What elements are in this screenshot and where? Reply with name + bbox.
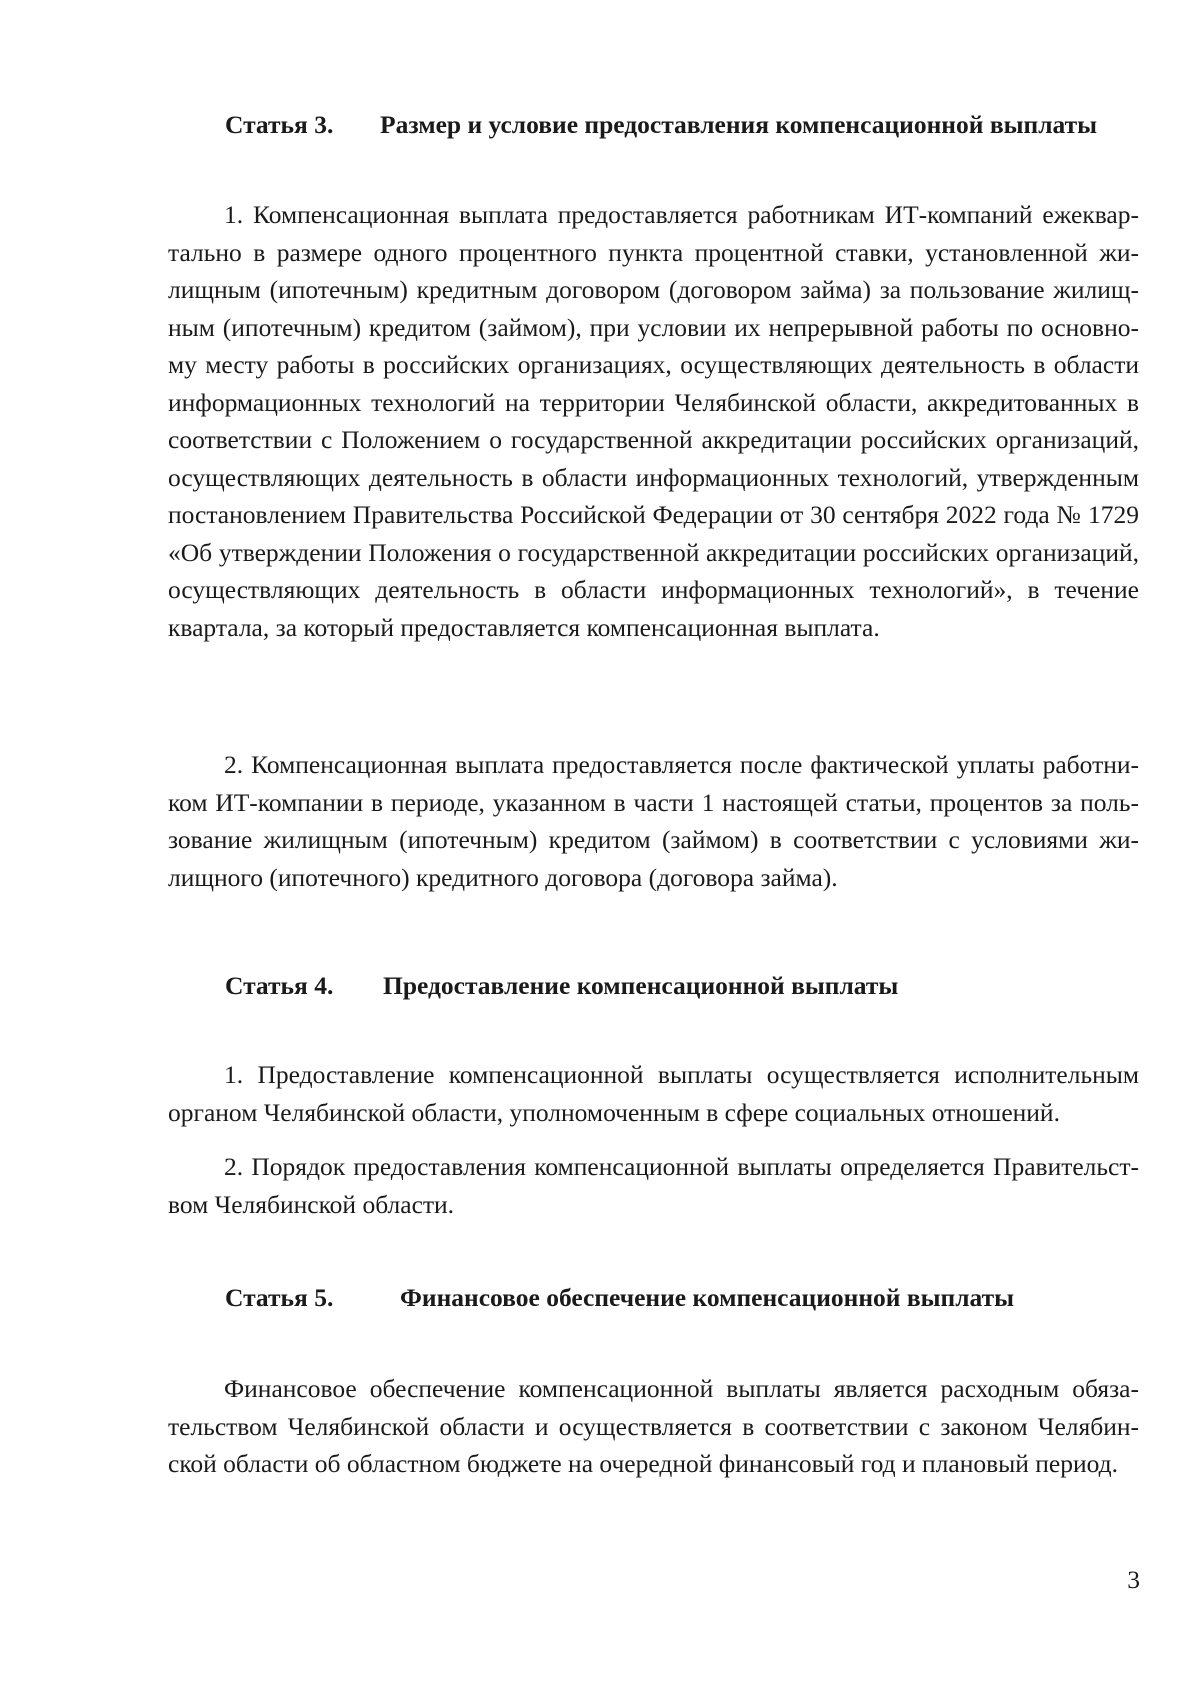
article-4-paragraph-1 (168, 1056, 1139, 1131)
article-3-paragraph-1 (168, 196, 1139, 646)
text-line: постановлением Правительства Российской Федерации от 30 сентября 2022 года № 1729 (168, 500, 1139, 529)
text-line: информационных технологий на территории Челябинской области, аккредитованных в (168, 387, 1139, 417)
text-line: лищным (ипотечным) кредитным договором (договором займа) за пользование жилищ- (168, 275, 1139, 304)
article-5-number: Статья 5. (225, 1283, 334, 1312)
article-5-title: Финансовое обеспечение компенсационной выплаты (400, 1283, 1015, 1312)
text-line: тельством Челябинской области и осуществляется в соответствии с законом Челябин- (168, 1411, 1139, 1441)
text-line: зование жилищным (ипотечным) кредитом (займом) в соответствии с условиями жи- (168, 825, 1139, 854)
text-line: осуществляющих деятельность в области информационных технологий, утвержденным (168, 462, 1139, 492)
text-line: квартала, за который предоставляется компенсационная выплата. (168, 612, 880, 642)
text-line: му месту работы в российских организациях, осуществляющих деятельность в области (168, 350, 1139, 379)
text-line: ным (ипотечным) кредитом (займом), при условии их непрерывной работы по основно- (168, 312, 1139, 342)
article-4-title: Предоставление компенсационной выплаты (383, 971, 899, 1000)
article-3-number: Статья 3. (225, 110, 334, 139)
text-line: ком ИТ-компании в периоде, указанном в части 1 настоящей статьи, процентов за поль- (168, 787, 1139, 817)
page-number: 3 (1127, 1565, 1140, 1594)
text-line: вом Челябинской области. (168, 1189, 455, 1219)
text-line: тально в размере одного процентного пункта процентной ставки, установленной жи- (168, 237, 1139, 267)
text-line: 2. Компенсационная выплата предоставляется после фактической уплаты работни- (224, 750, 1139, 779)
text-line: 1. Компенсационная выплата предоставляется работникам ИТ-компаний ежеквар- (224, 200, 1139, 229)
text-line: «Об утверждении Положения о государственной аккредитации российских организаций, (168, 537, 1139, 567)
text-line: 1. Предоставление компенсационной выплаты осуществляется исполнительным (224, 1060, 1139, 1089)
article-3-paragraph-2 (168, 746, 1139, 896)
text-line: осуществляющих деятельность в области информационных технологий», в течение (168, 575, 1139, 604)
text-line: лищного (ипотечного) кредитного договора (договора займа). (168, 862, 838, 892)
article-4-paragraph-2 (168, 1148, 1139, 1223)
article-3-title: Размер и условие предоставления компенсационной выплаты (380, 110, 1098, 139)
text-line: ской области об областном бюджете на очередной финансовый год и плановый период. (168, 1449, 1119, 1478)
article-4-number: Статья 4. (225, 971, 334, 1000)
text-line: соответствии с Положением о государственной аккредитации российских организаций, (168, 425, 1139, 454)
article-5-paragraph-1 (168, 1370, 1139, 1483)
text-line: органом Челябинской области, уполномоченным в сфере социальных отношений. (168, 1097, 1060, 1127)
text-line: 2. Порядок предоставления компенсационной выплаты определяется Правительст- (224, 1152, 1139, 1181)
text-line: Финансовое обеспечение компенсационной выплаты является расходным обяза- (224, 1374, 1139, 1403)
